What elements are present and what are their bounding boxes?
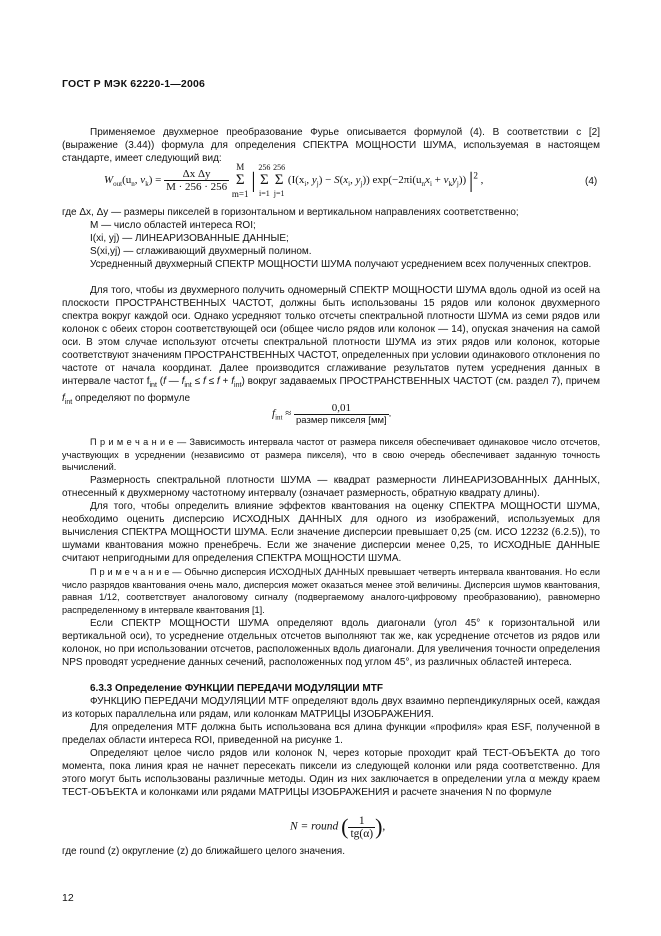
sum-i-bottom: i=1 (259, 189, 270, 198)
formula4-args: (u (122, 174, 132, 187)
formula-n-tail: , (382, 820, 386, 833)
note-2: П р и м е ч а н и е — Обычно дисперсия ИСХОДНЫХ ДАННЫХ превышает четверть интервала квантования. Но если число разрядов квантования очень мало, дисперсия может оказаться менее этой величины. Дисперсия шумов квантования, равная 1/12, соответствует аналоговому сигналу (подвергаемому аналого-цифровому преобразованию), равномерно распределенному в интервале квантования [1]. (62, 567, 600, 615)
fint-approx: ≈ (285, 407, 292, 420)
fint-frac (294, 402, 389, 426)
paragraph-diagonal: Если СПЕКТР МОЩНОСТИ ШУМА определяют вдоль диагонали (угол 45° к горизонтальной или вертикальной оси), то усреднение отдельных отсчетов выполняют так же, как усреднение отсчетов из рядов или колонок, но при использовании отсчетов, расположенных вдоль диагонали. Для увеличения точности определения NPS проводят усреднение данных сечений, расположенных под углом 45°, из различных областей интереса. (62, 618, 600, 668)
oned-end: ЧАСТОТ (см. раздел 7), причем (452, 376, 601, 387)
formula4-comma: , (480, 174, 484, 187)
fint-den: размер пикселя [мм] (296, 415, 387, 426)
formula-n-frac (348, 815, 375, 840)
formula-n: N = round ( $\frac{1}{tg(\alpha)}$ ), (290, 814, 386, 840)
formula4-sum-i: 256 Σ i=1 (258, 163, 271, 198)
formula4-power: 2 (473, 170, 478, 181)
section-heading: 6.3.3 Определение ФУНКЦИИ ПЕРЕДАЧИ МОДУЛЯЦИИ MTF (90, 683, 383, 694)
def-line-1: где Δx, Δy — размеры пикселей в горизонтальном и вертикальном направлениях соответственно; (62, 207, 519, 218)
paragraph-one-dimensional: Для того, чтобы из двухмерного получить одномерный СПЕКТР МОЩНОСТИ ШУМА вдоль одной из осей на плоскости ПРОСТРАНСТВЕННЫХ ЧАСТОТ, должны быть использованы 15 рядов или колонок двухмерного спектра вокруг каждой оси. Однако усредняют только отсчеты спектральной плотности ШУМА из семи рядов или колонок с обеих сторон соответствующей оси (общее число рядов или колонок — 14), опуская значения на самой оси. В этом случае используют отсчеты спектральной плотности ШУМА из этих рядов или колонок, которые соответствуют значениям ПРОСТРАНСТВЕННЫХ ЧАСТОТ, определенных при условии одинакового отклонения по частоте от начала координат. Далее производится сглаживание результатов путем усреднения данных в интервале частот $f_{int}$ (f — $f_{int} \le f \le f + f_{int}$) вокруг задаваемых ПРОСТРАНСТВЕННЫХ ЧАСТОТ (см. раздел 7), причем $f_{int}$ определяют по формуле (62, 285, 601, 406)
sum-j-top: 256 (273, 163, 286, 172)
formula4-body: (I(x (287, 174, 305, 187)
formula4-lhs-sub: out (113, 180, 123, 189)
paragraph-esf: Для определения MTF должна быть использована вся длина функции «профиля» края ESF, полученной в пределах области интереса ROI, приведенной на рисунке 1. (62, 722, 600, 746)
definitions-block (62, 206, 600, 258)
fint-sub: int (275, 413, 283, 422)
formula4-frac-den: M · 256 · 256 (166, 181, 228, 193)
formula4-number: (4) (585, 176, 598, 187)
formula-n-den: tg(α) (350, 827, 374, 840)
formula4-lhs: W (104, 174, 114, 187)
paragraph-dimension: Размерность спектральной плотности ШУМА — квадрат размерности ЛИНЕАРИЗОВАННЫХ ДАННЫХ, отнесенный к двухмерному частотному интервалу (означает размерность, обратную квадрату длины). (62, 475, 600, 499)
def-line-3: I(xi, yj) — ЛИНЕАРИЗОВАННЫЕ ДАННЫЕ; (90, 233, 289, 244)
formula-fint (272, 402, 391, 426)
paragraph-n: Определяют целое число рядов или колонок N, через которые проходит край ТЕСТ-ОБЪЕКТА до того момента, пока линия края не начнет пересекать пиксели из следующей колонки или ряда соответственно. Для этого могут быть использованы различные методы. Один из них заключается в определении угла α между краем ТЕСТ-ОБЪЕКТА и колонками или рядами МАТРИЦЫ ИЗОБРАЖЕНИЯ и расчете значения N по формуле (62, 748, 600, 798)
def-line-4: S(xi,yj) — сглаживающий двухмерный полином. (90, 246, 312, 257)
formula4-exp: exp(−2πi(u (372, 174, 422, 187)
note-1: П р и м е ч а н и е — Зависимость интервала частот от размера пикселя обеспечивает одинаковое число отсчетов, участвующих в усреднении (независимо от размера пикселя), что в свою очередь обеспечивает заданную точность вычислений. (62, 437, 600, 472)
formula-4: $W_{out}(u_n$, $v_k$) = $\frac{\text{Δx Δy}}{M \cdot 256 \cdot 256}$ M Σ m=1 | 256 Σ i=1 256 Σ j=1 ($I(x_i$, $y_j) - S(x_i$, $y_j$)) $\exp(-2\pi i(u_nx_i + v_ky_j))$ $|^2$ , (104, 162, 484, 199)
document-header: ГОСТ Р МЭК 62220-1—2006 (62, 78, 206, 90)
oned-text: Для того, чтобы из двухмерного получить одномерный СПЕКТР МОЩНОСТИ ШУМА вдоль одной из осей на плоскости ПРОСТРАНСТВЕННЫХ ЧАСТОТ, должны быть использованы 15 рядов или колонок двухмерного спектра вокруг каждой оси. Однако усредняют только отсчеты спектральной плотности ШУМА из семи рядов или колонок с обеих сторон соответствующей оси (общее число рядов или колонок — 14), опуская значения на самой оси. В этом случае используют отсчеты спектральной плотности ШУМА из этих рядов или колонок, которые соответствуют значениям ПРОСТРАНСТВЕННЫХ ЧАСТОТ, определенных при условии одинакового отклонения по частоте от начала координат. Далее производится сглаживание результатов путем усреднения данных в интервале частот f (62, 285, 600, 387)
formula4-sum-j: 256 Σ j=1 (273, 163, 286, 198)
sum-m-bottom: m=1 (231, 189, 249, 199)
formula4-frac-num: Δx Δy (164, 168, 229, 181)
sum-m-symbol: Σ (235, 172, 245, 188)
sum-m-top: M (236, 162, 245, 172)
fint-num: 0,01 (294, 402, 389, 415)
fint-dot: . (388, 407, 392, 420)
formula-n-lhs: N = round (290, 820, 339, 833)
intro-paragraph: Применяемое двухмерное преобразование Фурье описывается формулой (4). В соответствии с [2] (выражение (3.44)) формула для определения СПЕКТРА МОЩНОСТИ ШУМА, используемая в настоящем стандарте, имеет следующий вид: (62, 127, 600, 164)
formula4-sum-m (232, 162, 249, 199)
paragraph-round: где round (z) округление (z) до ближайшего целого значения. (62, 846, 345, 857)
page-number: 12 (62, 892, 74, 904)
formula4-frac (164, 168, 229, 193)
fint-lhs: f (272, 407, 276, 420)
formula-n-num: 1 (348, 815, 375, 828)
sum-j-bottom: j=1 (273, 189, 285, 198)
sum-i-top: 256 (258, 163, 271, 172)
paragraph-average: Усредненный двухмерный СПЕКТР МОЩНОСТИ ШУМА получают усреднением всех полученных спектров. (90, 259, 592, 270)
paragraph-mtf: ФУНКЦИЮ ПЕРЕДАЧИ МОДУЛЯЦИИ MTF определяют вдоль двух взаимно перпендикулярных осей, каждая из которых параллельна или рядам, или колонкам МАТРИЦЫ ИЗОБРАЖЕНИЯ. (62, 696, 600, 720)
def-line-2: M — число областей интереса ROI; (90, 220, 256, 231)
paragraph-quantization: Для того, чтобы определить влияние эффектов квантования на оценку СПЕКТРА МОЩНОСТИ ШУМА, необходимо оценить дисперсию ИСХОДНЫХ ДАННЫХ для одного из изображений, используемых для вычисления СПЕКТРА МОЩНОСТИ ШУМА. Если значение дисперсии превышает 0,25 (см. ИСО 12232 (6.2.5)), то шумами квантования можно пренебречь. Если же значение дисперсии менее 0,25, то ИСХОДНЫЕ ДАННЫЕ считают непригодными для определения СПЕКТРА МОЩНОСТИ ШУМА. (62, 501, 600, 564)
